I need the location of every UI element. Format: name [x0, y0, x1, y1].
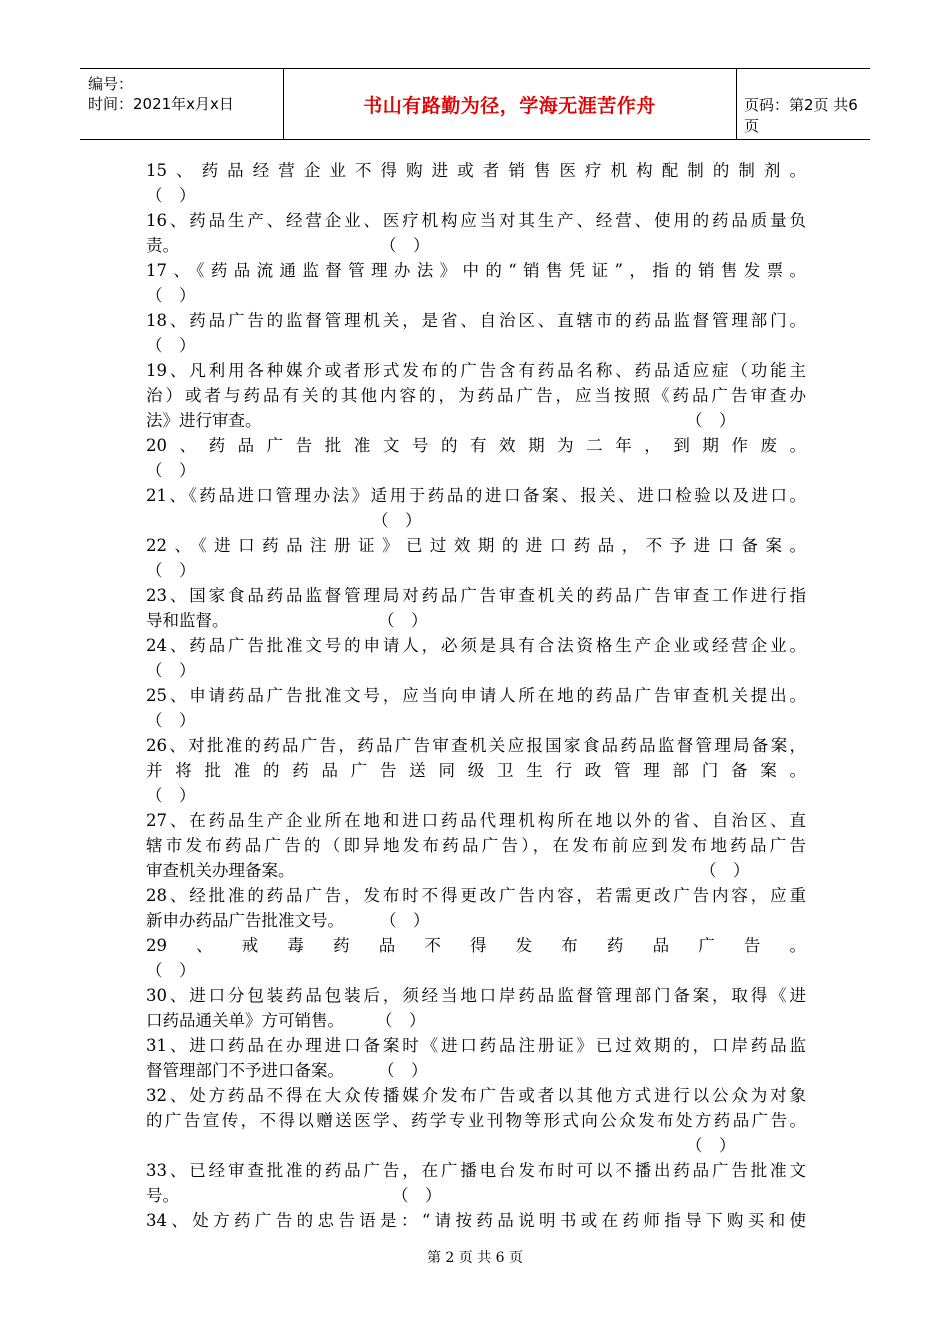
answer-blank: （ ） [686, 1136, 736, 1155]
answer-blank: （ ） [146, 711, 196, 730]
text-line: 25、申请药品广告批准文号，应当向申请人所在地的药品广告审查机关提出。 [146, 686, 806, 705]
answer-blank: （ ） [378, 611, 428, 630]
slogan: 书山有路勤为径，学海无涯苦作舟 [363, 95, 656, 117]
answer-blank: （ ） [380, 911, 430, 930]
answer-blank: （ ） [380, 236, 430, 255]
text-line: 辖市发布药品广告的（即异地发布药品广告），在发布前应到发布地药品广告 [146, 836, 806, 855]
text-line: 23、国家食品药品监督管理局对药品广告审查机关的药品广告审查工作进行指 [146, 586, 806, 605]
page-footer: 第 2 页 共 6 页 [426, 1250, 524, 1266]
page-info: 页码：第2页 共6页 [744, 96, 858, 135]
text-line: 20、药品广告批准文号的有效期为二年，到期作废。 [146, 436, 806, 455]
text-line: 口药品通关单》方可销售。 [146, 1011, 344, 1030]
text-line: 34、处方药广告的忠告语是：“请按药品说明书或在药师指导下购买和使 [146, 1211, 806, 1230]
text-line: 22、《进口药品注册证》已过效期的进口药品，不予进口备案。 [146, 536, 806, 555]
header-meta-cell [80, 69, 284, 139]
text-line: 15、药品经营企业不得购进或者销售医疗机构配制的制剂。 [146, 161, 806, 180]
text-line: 导和监督。 [146, 611, 229, 630]
header-page-cell [736, 69, 870, 139]
text-line: 的广告宣传，不得以赠送医学、药学专业刊物等形式向公众发布处方药品广告。 [146, 1111, 806, 1130]
text-line: 30、进口分包装药品包装后，须经当地口岸药品监督管理部门备案，取得《进 [146, 986, 806, 1005]
answer-blank: （ ） [146, 661, 196, 680]
header-slogan-cell [283, 69, 737, 139]
answer-blank: （ ） [700, 861, 750, 880]
number-label: 编号： [88, 75, 134, 93]
answer-blank: （ ） [392, 1186, 442, 1205]
text-line: 27、在药品生产企业所在地和进口药品代理机构所在地以外的省、自治区、直 [146, 811, 806, 830]
text-line: 新申办药品广告批准文号。 [146, 911, 344, 930]
answer-blank: （ ） [146, 561, 196, 580]
text-line: 督管理部门不予进口备案。 [146, 1061, 344, 1080]
text-line: 号。 [146, 1186, 179, 1205]
text-line: 19、凡利用各种媒介或者形式发布的广告含有药品名称、药品适应症（功能主 [146, 361, 806, 380]
answer-blank: （ ） [146, 461, 196, 480]
text-line: 法》进行审查。 [146, 411, 262, 430]
answer-blank: （ ） [378, 1061, 428, 1080]
text-line: 31、进口药品在办理进口备案时《进口药品注册证》已过效期的，口岸药品监 [146, 1036, 806, 1055]
answer-blank: （ ） [146, 186, 196, 205]
text-line: 审查机关办理备案。 [146, 861, 295, 880]
answer-blank: （ ） [376, 1011, 426, 1030]
answer-blank: （ ） [146, 961, 196, 980]
text-line: 18、药品广告的监督管理机关，是省、自治区、直辖市的药品监督管理部门。 [146, 311, 806, 330]
text-line: 24、药品广告批准文号的申请人，必须是具有合法资格生产企业或经营企业。 [146, 636, 806, 655]
answer-blank: （ ） [146, 286, 196, 305]
answer-blank: （ ） [146, 336, 196, 355]
document-header [80, 68, 870, 140]
text-line: 32、处方药品不得在大众传播媒介发布广告或者以其他方式进行以公众为对象 [146, 1086, 806, 1105]
answer-blank: （ ） [146, 786, 196, 805]
text-line: 17、《药品流通监督管理办法》中的“销售凭证”，指的销售发票。 [146, 261, 806, 280]
text-line: 26、对批准的药品广告，药品广告审查机关应报国家食品药品监督管理局备案， [146, 736, 806, 755]
text-line: 16、药品生产、经营企业、医疗机构应当对其生产、经营、使用的药品质量负 [146, 211, 806, 230]
answer-blank: （ ） [372, 511, 422, 530]
text-line: 33、已经审查批准的药品广告，在广播电台发布时可以不播出药品广告批准文 [146, 1161, 806, 1180]
answer-blank: （ ） [686, 411, 736, 430]
text-line: 并将批准的药品广告送同级卫生行政管理部门备案。 [146, 761, 806, 780]
text-line: 28、经批准的药品广告，发布时不得更改广告内容，若需更改广告内容，应重 [146, 886, 806, 905]
text-line: 21、《药品进口管理办法》适用于药品的进口备案、报关、进口检验以及进口。 [146, 486, 806, 505]
time-label: 时间：2021年x月x日 [88, 95, 234, 113]
text-line: 治）或者与药品有关的其他内容的，为药品广告，应当按照《药品广告审查办 [146, 386, 806, 405]
text-line: 29、戒毒药品不得发布药品广告。 [146, 936, 806, 955]
text-line: 责。 [146, 236, 179, 255]
